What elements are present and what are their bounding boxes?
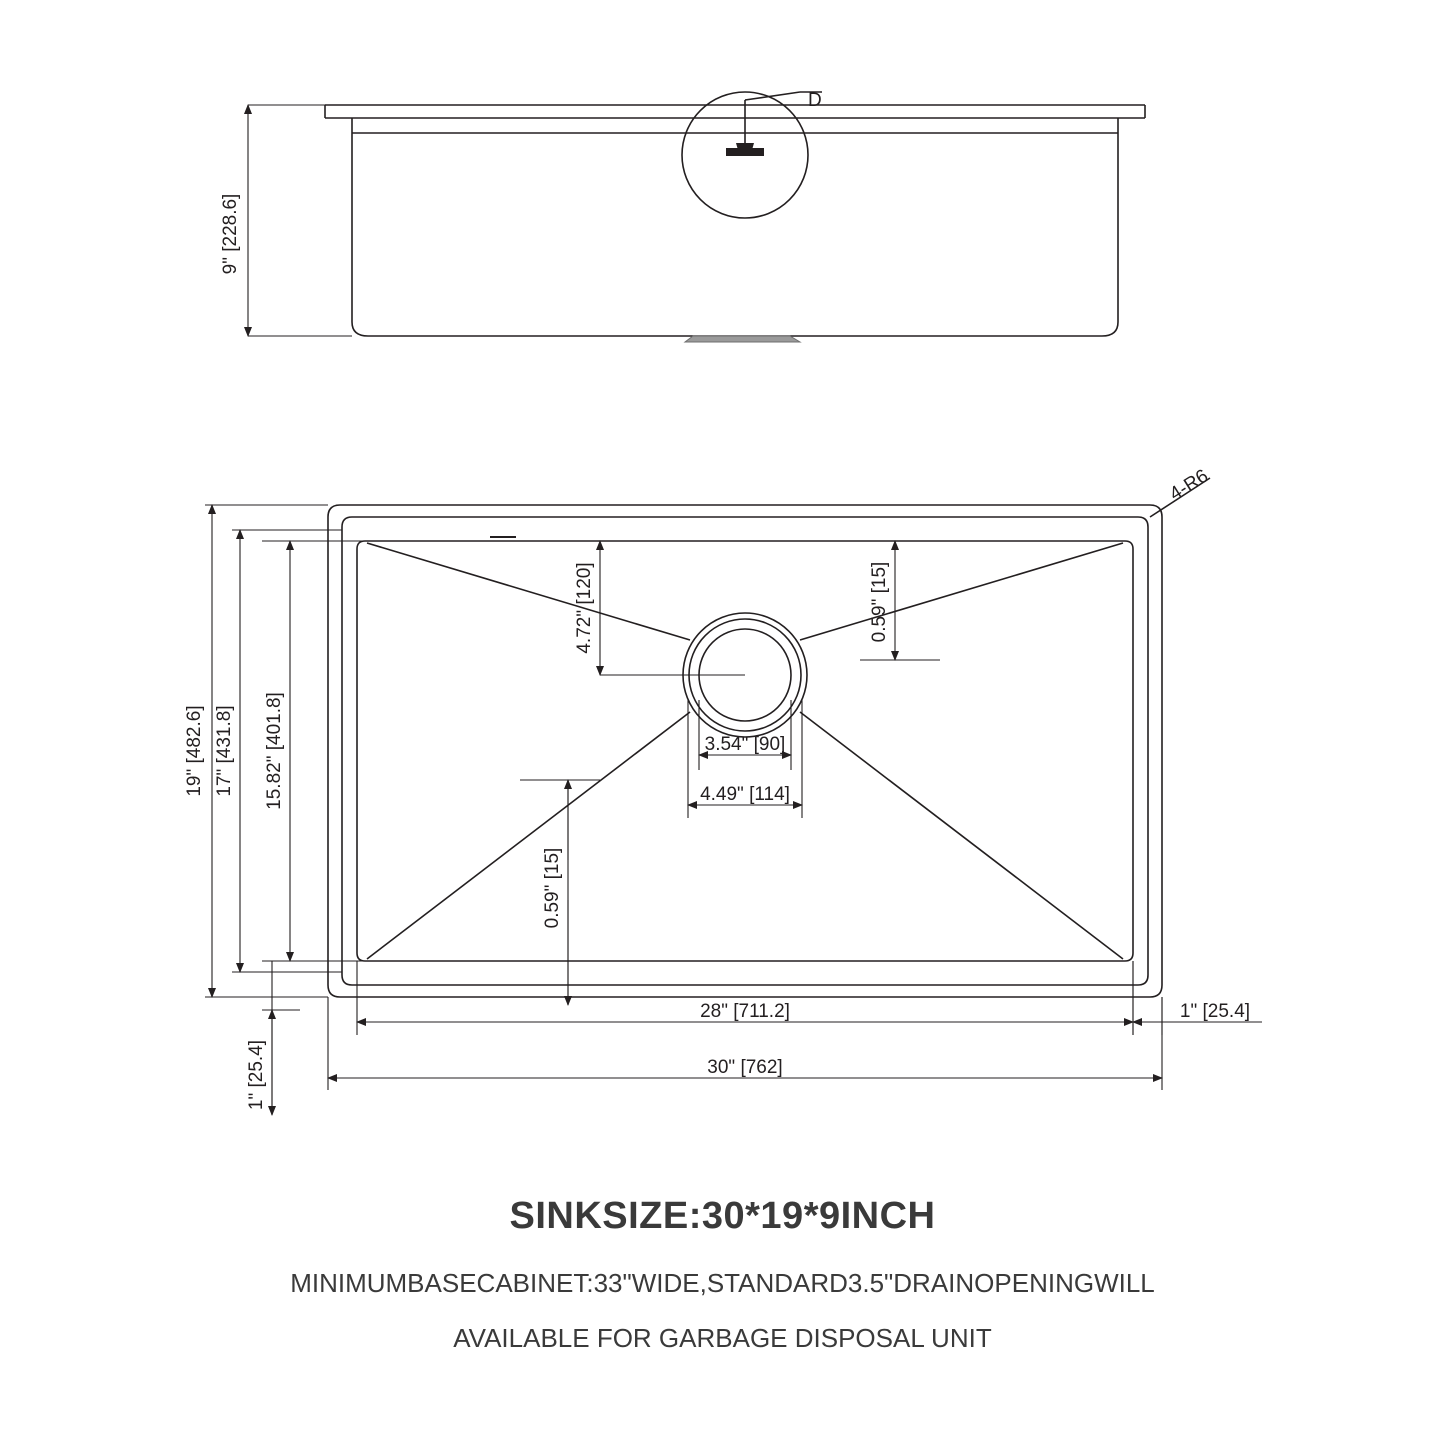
dim-flange-bottom: 1" [25.4] (246, 1039, 267, 1111)
caption-line-1: MINIMUMBASECABINET:33"WIDE,STANDARD3.5"DRAINOPENINGWILL (290, 1268, 1155, 1298)
front-elevation-geometry (325, 92, 1145, 342)
dim-inner-width: 28" [711.2] (700, 1001, 790, 1022)
dim-drain-offset-vertical: 4.72" [120] (574, 562, 595, 654)
dim-bowl-height: 15.82" [401.8] (264, 692, 285, 810)
inner-width-dimension (357, 961, 1133, 1035)
dim-drain-outer-width: 4.49" [114] (700, 784, 790, 805)
dim-slope-left: 0.59" [15] (542, 847, 563, 929)
dim-overall-width: 30" [762] (707, 1057, 783, 1078)
caption-title: SINKSIZE:30*19*9INCH (509, 1195, 936, 1237)
dim-inner-height: 17" [431.8] (214, 705, 235, 797)
dim-corner-radius: 4-R6 (1166, 465, 1213, 506)
dim-overall-height: 19" [482.6] (184, 705, 205, 797)
caption-line-2: AVAILABLE FOR GARBAGE DISPOSAL UNIT (453, 1323, 992, 1353)
front-height-dimension (248, 105, 352, 336)
dim-flange-right: 1" [25.4] (1179, 1001, 1251, 1022)
right-flange-dimension (1133, 961, 1262, 1035)
dim-slope-right: 0.59" [15] (869, 561, 890, 643)
bottom-left-flange-dimension (262, 961, 300, 1115)
dim-drain-inner-width: 3.54" [90] (704, 734, 786, 755)
detail-callout-label: D (808, 90, 822, 111)
caption-block (0, 1195, 1445, 1378)
dim-front-height: 9" [228.6] (220, 193, 241, 275)
